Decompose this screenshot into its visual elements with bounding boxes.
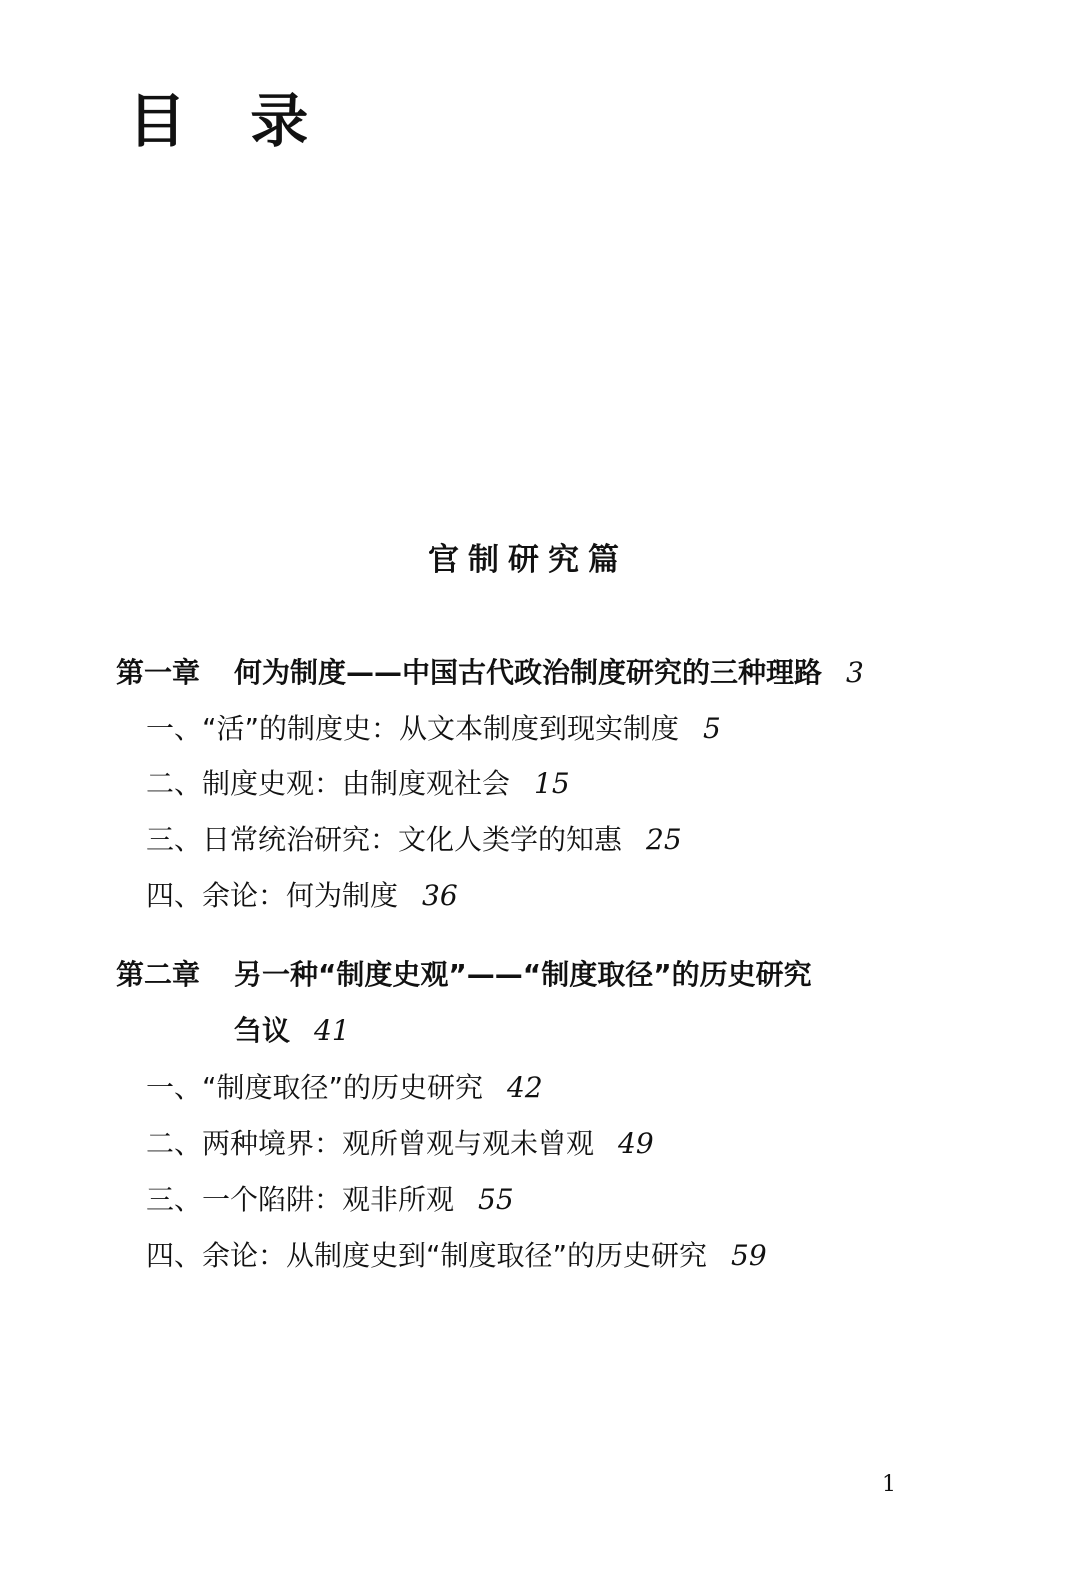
section-title: 四、余论：何为制度 bbox=[146, 879, 399, 912]
page-number-folio: 1 bbox=[882, 1472, 896, 1497]
toc-section[interactable] bbox=[146, 1127, 654, 1161]
chapter-number: 第一章 bbox=[116, 656, 201, 689]
section-title: 二、制度史观：由制度观社会 bbox=[146, 767, 511, 800]
chapter-title-line-2: 刍议 bbox=[234, 1014, 291, 1047]
part-title: 官制研究篇 bbox=[428, 542, 628, 578]
section-title: 一、“制度取径”的历史研究 bbox=[146, 1071, 484, 1104]
toc-section[interactable] bbox=[146, 1239, 767, 1273]
section-page-number: 59 bbox=[731, 1239, 767, 1272]
page-title: 目 录 bbox=[128, 87, 331, 155]
section-title: 二、两种境界：观所曾观与观未曾观 bbox=[146, 1127, 595, 1160]
chapter-page-number: 3 bbox=[846, 656, 864, 689]
chapter-number: 第二章 bbox=[116, 958, 201, 991]
chapter-page-number: 41 bbox=[314, 1014, 350, 1047]
toc-section[interactable] bbox=[146, 712, 721, 746]
toc-chapter-2[interactable] bbox=[116, 958, 812, 1047]
section-title: 三、一个陷阱：观非所观 bbox=[146, 1183, 455, 1216]
section-title: 三、日常统治研究：文化人类学的知惠 bbox=[146, 823, 623, 856]
section-page-number: 15 bbox=[534, 767, 570, 800]
chapter-title-line-1: 另一种“制度史观”——“制度取径”的历史研究 bbox=[234, 958, 812, 991]
section-page-number: 36 bbox=[422, 879, 458, 912]
section-page-number: 5 bbox=[703, 712, 721, 745]
toc-section[interactable] bbox=[146, 1183, 514, 1217]
section-page-number: 55 bbox=[478, 1183, 514, 1216]
section-title: 一、“活”的制度史：从文本制度到现实制度 bbox=[146, 712, 680, 745]
chapter-title-continuation bbox=[234, 1014, 350, 1048]
toc-chapter-1[interactable] bbox=[116, 656, 864, 690]
toc-section[interactable] bbox=[146, 879, 458, 913]
toc-section[interactable] bbox=[146, 823, 682, 857]
chapter-title: 何为制度——中国古代政治制度研究的三种理路 bbox=[234, 656, 823, 689]
toc-section[interactable] bbox=[146, 1071, 543, 1105]
section-page-number: 49 bbox=[618, 1127, 654, 1160]
section-page-number: 25 bbox=[646, 823, 682, 856]
section-page-number: 42 bbox=[507, 1071, 543, 1104]
toc-section[interactable] bbox=[146, 767, 570, 801]
section-title: 四、余论：从制度史到“制度取径”的历史研究 bbox=[146, 1239, 708, 1272]
